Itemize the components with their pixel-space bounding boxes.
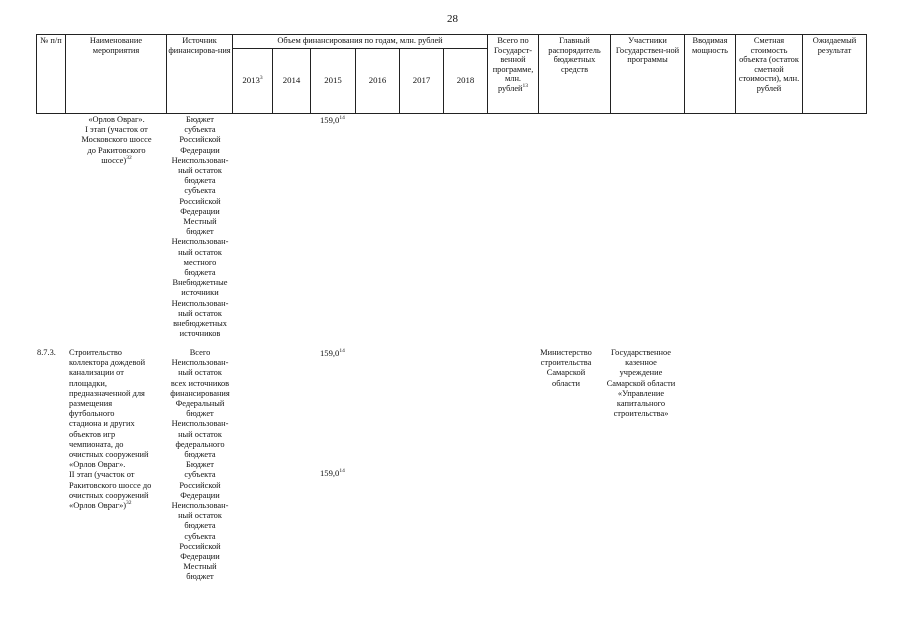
source-line: бюджета [184, 521, 216, 531]
block2-name-line [69, 501, 167, 511]
source-line: ный остаток [178, 247, 222, 257]
block2-name-line: футбольного [69, 409, 115, 419]
participant-line: учреждение [619, 368, 663, 378]
header-table [36, 34, 867, 114]
header-result: Ожидаемый результат [803, 35, 867, 114]
block2-name-line: объектов игр [69, 429, 116, 439]
header-estimate: Сметная стоимость объекта (остаток сметной стоимости), млн. рублей [736, 35, 803, 114]
header-funding: Объем финансирования по годам, млн. рублей [233, 35, 488, 49]
source-line: ный остаток [178, 511, 222, 521]
header-manager: Главный распорядитель бюджетных средств [539, 35, 611, 114]
block2-name-line: размещения [69, 399, 113, 409]
source-line: субъекта [184, 531, 216, 541]
manager-line: области [552, 378, 580, 388]
source-line: Внебюджетные [172, 278, 228, 288]
header-year-2015: 2015 [311, 49, 356, 114]
header-year-2013 [233, 49, 273, 114]
block1-name-line-text: шоссе) [101, 155, 127, 165]
block2-value-total-note: 14 [339, 348, 345, 355]
block1-name-line: I этап (участок от [85, 125, 148, 135]
page-number: 28 [447, 13, 458, 25]
block2-value-subject-text: 159,0 [320, 468, 340, 478]
source-line: Федерации [180, 552, 220, 562]
source-line: Неиспользован- [171, 501, 229, 511]
source-line: Неиспользован- [171, 298, 229, 308]
header-name: Наименование мероприятия [66, 35, 167, 114]
header-source: Источник финансирова-ния [167, 35, 233, 114]
block2-name-line: «Орлов Овраг». [69, 460, 126, 470]
block2-name-line: чемпионата, до [69, 439, 124, 449]
source-line: всех источников [170, 378, 230, 388]
source-line: бюджета [184, 268, 216, 278]
block2-name-line: коллектора дождевой [69, 358, 146, 368]
manager-line: строительства [540, 358, 592, 368]
source-line: бюджета [184, 450, 216, 460]
block2-value-total [320, 348, 345, 358]
source-line: субъекта [184, 125, 216, 135]
participant-line: капитального [616, 399, 666, 409]
header-year-2017: 2017 [400, 49, 444, 114]
header-participants: Участники Государствен-ной программы [611, 35, 685, 114]
source-line: Неиспользован- [171, 419, 229, 429]
participant-line: казенное [625, 358, 657, 368]
block1-value-2015 [320, 115, 345, 125]
year-2013-text: 2013 [242, 75, 260, 86]
header-total [488, 35, 539, 114]
source-line: Федерации [180, 206, 220, 216]
block1-sources [167, 115, 233, 339]
source-line: Местный [183, 217, 217, 227]
block2-name-line-text: «Орлов Овраг») [69, 501, 127, 511]
block2-participants [600, 348, 682, 419]
header-total-note: 13 [522, 83, 529, 90]
source-line: федерального [175, 439, 225, 449]
manager-line: Министерство [540, 348, 592, 357]
block2-sources [167, 348, 233, 583]
source-line: внебюджетных [173, 319, 227, 329]
source-line: ный остаток [178, 429, 222, 439]
block2-name-line: очистных сооружений [69, 490, 149, 500]
block2-name-line: стадиона и других [69, 419, 135, 429]
source-line: источников [179, 329, 221, 339]
block2-num: 8.7.3. [37, 348, 56, 357]
source-line: Неиспользован- [171, 358, 229, 368]
block2-name-line: II этап (участок от [69, 470, 135, 480]
source-line: ный остаток [178, 368, 222, 378]
participant-line: Самарской области [606, 378, 676, 388]
block2-name-line: Строительство [69, 348, 122, 357]
source-line: финансирования [170, 388, 230, 398]
source-line: ный остаток [178, 166, 222, 176]
block1-name-line [66, 156, 167, 166]
year-2013-note: 3 [259, 75, 263, 82]
source-line: источники [181, 288, 219, 298]
header-num: № п/п [37, 35, 66, 114]
block2-name-note: 32 [126, 500, 132, 507]
source-line: ный остаток [178, 308, 222, 318]
block2-value-subject [320, 468, 345, 478]
block2-value-subject-note: 14 [339, 468, 345, 475]
source-line: Российской [179, 480, 221, 490]
source-line: местного [183, 257, 217, 267]
manager-line: Самарской [546, 368, 586, 378]
block2-name-line: площадки, [69, 378, 107, 388]
header-year-2018: 2018 [444, 49, 488, 114]
block2-name-line: Ракитовского шоссе до [69, 480, 152, 490]
block2-name [69, 348, 167, 511]
source-line: бюджет [186, 572, 214, 582]
source-line: Неиспользован- [171, 155, 229, 165]
participant-line: строительства» [613, 409, 669, 419]
block1-value-note: 14 [339, 115, 345, 122]
source-line: Федеральный [175, 399, 225, 409]
source-line: Российской [179, 196, 221, 206]
header-year-2014: 2014 [273, 49, 311, 114]
participant-line: «Управление [617, 388, 665, 398]
block1-name [66, 115, 167, 166]
block2-name-line: очистных сооружений [69, 450, 149, 460]
block2-name-line: предназначенной для [69, 388, 145, 398]
header-year-2016: 2016 [356, 49, 400, 114]
source-line: субъекта [184, 470, 216, 480]
block1-name-note: 32 [126, 155, 132, 162]
source-line: бюджет [186, 227, 214, 237]
header-capacity: Вводимая мощность [685, 35, 736, 114]
source-line: Местный [183, 562, 217, 572]
block2-manager [530, 348, 602, 389]
header-total-text: Всего по Государст-венной программе, млн. рублей [492, 36, 534, 93]
source-line: Российской [179, 541, 221, 551]
source-line: бюджета [184, 176, 216, 186]
source-line: бюджет [186, 409, 214, 419]
source-line: Федерации [180, 490, 220, 500]
source-line: Бюджет [186, 115, 214, 124]
block2-value-total-text: 159,0 [320, 348, 340, 358]
participant-line: Государственное [611, 348, 671, 357]
source-line: Российской [179, 135, 221, 145]
block1-value-text: 159,0 [320, 115, 340, 125]
block1-name-line: «Орлов Овраг». [88, 115, 145, 124]
source-line: субъекта [184, 186, 216, 196]
block1-name-line: Московского шоссе [81, 135, 152, 145]
block2-name-line: канализации от [69, 368, 124, 378]
source-line: Федерации [180, 145, 220, 155]
block1-name-line: до Ракитовского [87, 145, 146, 155]
source-line: Неиспользован- [171, 237, 229, 247]
source-line: Всего [189, 348, 211, 357]
source-line: Бюджет [186, 460, 214, 470]
